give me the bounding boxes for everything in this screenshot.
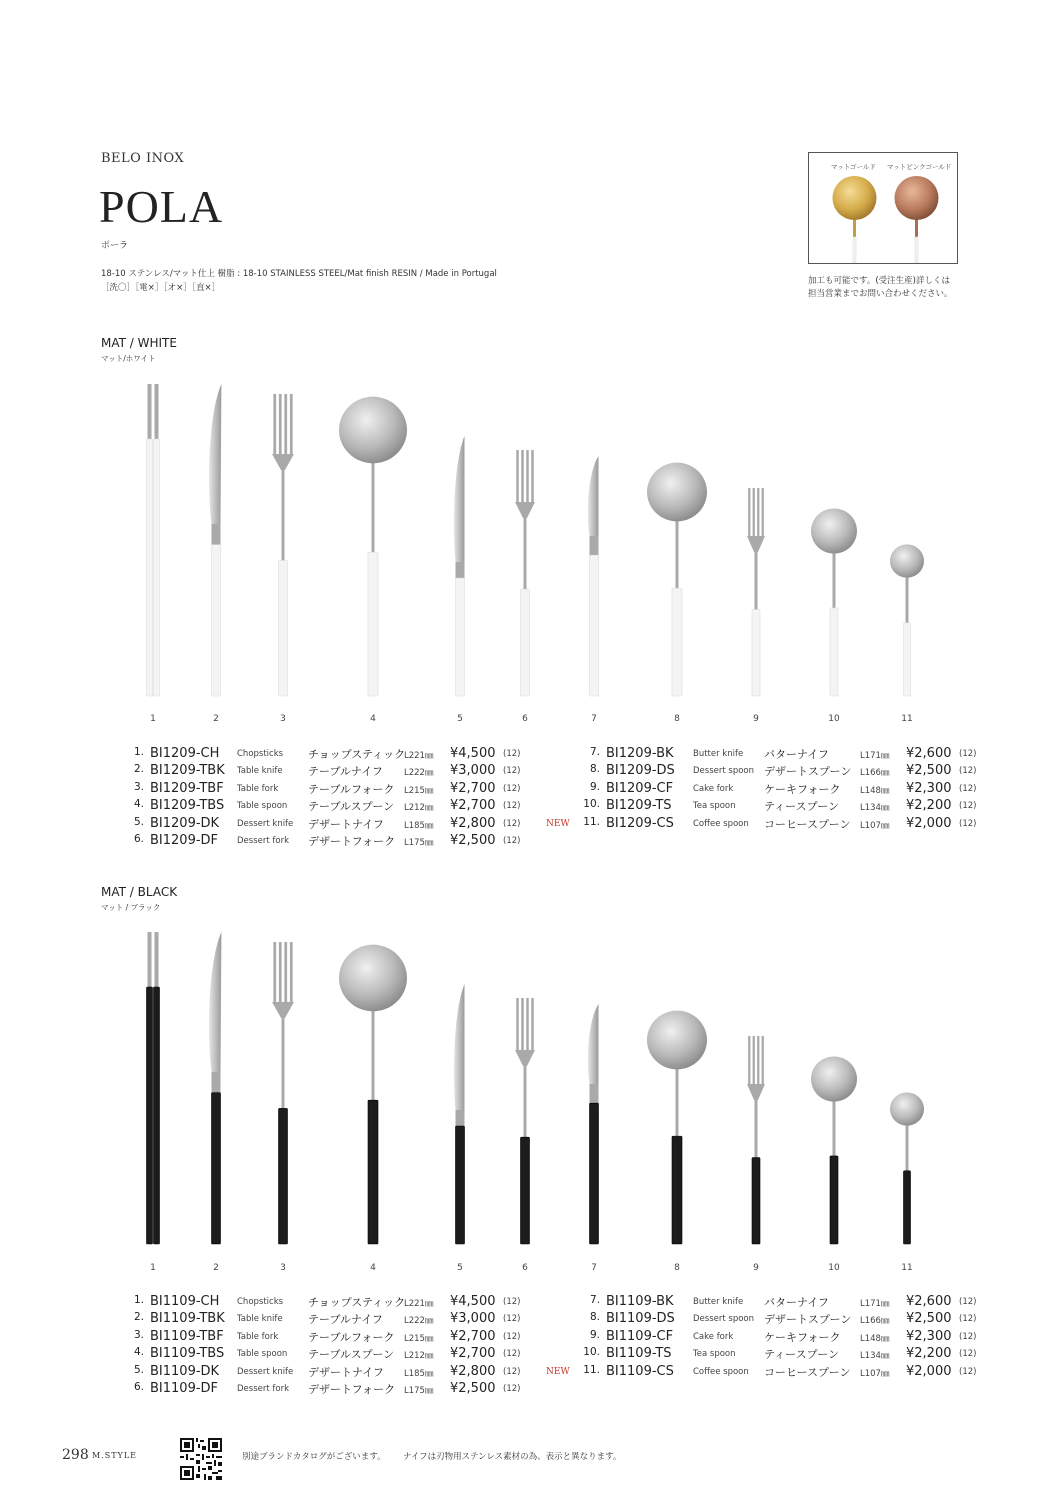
product-price: ¥2,200 [906,798,952,814]
section-subtitle-black: マット / ブラック [101,903,161,912]
dessert-fork-illustration [515,450,535,696]
product-price: ¥2,000 [906,815,952,831]
product-name-jp: テーブルフォーク [308,1330,395,1344]
product-price: ¥2,800 [450,815,496,831]
product-name-en: Coffee spoon [693,818,749,829]
product-length: L175㎜ [404,837,434,848]
product-row [118,1329,538,1346]
cutlery-image-black [100,928,960,1248]
pack-quantity: (12) [959,1314,977,1325]
product-name-jp: テーブルナイフ [308,765,383,779]
pack-quantity: (12) [503,1366,521,1377]
item-number-label: 6 [522,714,528,724]
color-options-box [808,152,958,264]
product-code: BI1109-BK [606,1294,674,1309]
product-length: L212㎜ [404,803,434,814]
tea-spoon-illustration [811,1056,857,1244]
product-code: BI1109-CF [606,1328,674,1344]
product-name-jp: ケーキフォーク [764,782,841,796]
product-price: ¥4,500 [450,746,496,761]
custom-note-line-2: 担当営業までお問い合わせください。 [808,289,953,299]
pack-quantity: (12) [503,1297,521,1307]
section-title-white: MAT / WHITE [101,336,177,350]
product-name-en: Butter knife [693,749,744,759]
custom-note-line-1: 加工も可能です。(受注生産)詳しくは [808,276,950,286]
product-length: L222㎜ [404,1316,434,1327]
product-name-en: Cake fork [693,1331,734,1342]
item-number-label: 8 [674,1263,680,1273]
pack-quantity: (12) [503,818,521,829]
product-price: ¥2,500 [906,1311,952,1327]
product-code: BI1109-DK [150,1363,220,1379]
product-name-en: Dessert fork [237,835,290,846]
item-number-label: 9 [753,1263,759,1273]
chopsticks-illustration [147,384,160,696]
product-length: L185㎜ [404,820,434,831]
product-name-en: Coffee spoon [693,1366,749,1377]
item-number-label: 6 [522,1263,528,1273]
pack-quantity: (12) [959,783,977,794]
product-length: L148㎜ [860,1333,890,1344]
product-price: ¥2,500 [906,763,952,779]
qr-code-icon[interactable] [180,1438,222,1480]
gold-spoon [833,176,877,263]
item-number: 8. [589,1311,600,1324]
product-row [118,816,538,833]
product-row [540,1346,980,1363]
product-price: ¥3,000 [450,1311,496,1327]
pack-quantity: (12) [503,783,521,794]
table-knife-illustration [209,384,221,696]
table-knife-illustration [209,932,221,1244]
item-number: 9. [589,1328,600,1341]
pack-quantity: (12) [959,818,977,829]
dessert-spoon-illustration [647,463,707,696]
product-name-jp: テーブルナイフ [308,1313,383,1327]
brand-name: BELO INOX [101,151,185,166]
product-price: ¥2,600 [906,746,952,761]
product-row [118,746,538,763]
butter-knife-illustration [588,1004,599,1244]
product-name-jp: ケーキフォーク [764,1330,841,1344]
color-spoons-image [809,153,957,263]
product-price: ¥2,600 [906,1294,952,1309]
product-code: BI1209-TS [606,798,672,814]
product-name-en: Chopsticks [237,1297,284,1307]
item-number-label: 3 [280,714,286,724]
cake-fork-illustration [747,488,765,696]
product-price: ¥2,700 [450,1328,496,1344]
product-row [118,1364,538,1381]
product-name-jp: デザートスプーン [764,765,852,779]
product-row [540,1311,980,1328]
pack-quantity: (12) [959,801,977,812]
item-number-label: 3 [280,1263,286,1273]
product-row [540,763,980,780]
product-price: ¥2,700 [450,1346,496,1362]
custom-order-note [808,275,953,301]
product-name-en: Cake fork [693,783,734,794]
product-name-en: Dessert spoon [693,766,755,777]
item-number: 2. [133,763,144,776]
product-name-en: Table spoon [237,1349,288,1360]
product-row [118,1311,538,1328]
item-number-row-white [100,714,960,728]
item-number-label: 4 [370,1263,376,1273]
product-code: BI1109-DS [606,1311,675,1327]
product-length: L171㎜ [860,751,890,761]
product-code: BI1209-CH [150,746,220,761]
pack-quantity: (12) [959,1349,977,1360]
product-code: BI1209-CF [606,780,674,796]
pack-quantity: (12) [959,1366,977,1377]
item-number-label: 5 [457,714,463,724]
item-number: 7. [589,746,600,758]
catalog-note: 別途ブランドカタログがございます。 [242,1452,386,1462]
pack-quantity: (12) [503,1331,521,1342]
pack-quantity: (12) [503,749,521,759]
product-title: POLA [99,181,224,232]
product-name-jp: デザートフォーク [308,1382,396,1396]
product-row [540,816,980,833]
item-number: 1. [133,746,144,758]
product-price: ¥2,200 [906,1346,952,1362]
product-name-en: Table knife [237,1314,283,1325]
table-fork-illustration [272,394,294,696]
butter-knife-illustration [588,456,599,696]
product-name-jp: テーブルフォーク [308,782,395,796]
product-name-en: Table knife [237,766,283,777]
item-number: 6. [133,1380,144,1393]
item-number-label: 9 [753,714,759,724]
product-length: L107㎜ [860,1368,890,1379]
product-name-en: Tea spoon [693,801,736,812]
product-row [540,1329,980,1346]
new-badge: NEW [546,1366,570,1377]
spec-line-1: 18-10 ステンレス/マット仕上 樹脂 : 18-10 STAINLESS STEEL/Mat finish RESIN / Made in Portugal [101,269,497,279]
item-number: 10. [583,1346,600,1359]
product-length: L221㎜ [404,1299,434,1309]
item-number-label: 10 [828,714,840,724]
product-price: ¥2,500 [450,832,496,848]
product-code: BI1109-TS [606,1346,672,1362]
item-number: 4. [133,1346,144,1359]
tea-spoon-illustration [811,508,857,696]
section-title-black: MAT / BLACK [101,885,178,899]
item-number-label: 7 [591,1263,597,1273]
product-name-jp: コーヒースプーン [764,817,851,831]
product-name-jp: バターナイフ [764,1296,829,1309]
product-row [118,763,538,780]
item-number-label: 5 [457,1263,463,1273]
item-number: 11. [583,1363,600,1376]
product-code: BI1209-DS [606,763,675,779]
coffee-spoon-illustration [890,544,924,696]
item-number: 4. [133,798,144,811]
item-number: 3. [133,780,144,793]
product-length: L221㎜ [404,751,434,761]
product-price: ¥4,500 [450,1294,496,1309]
cutlery-image-white [100,380,960,700]
product-list-black-right [540,1294,980,1381]
product-length: L212㎜ [404,1351,434,1362]
item-number: 5. [133,815,144,828]
item-number: 10. [583,798,600,811]
item-number: 5. [133,1363,144,1376]
item-number: 8. [589,763,600,776]
dessert-fork-illustration [515,998,535,1244]
product-code: BI1209-DF [150,832,219,848]
product-row [540,746,980,763]
product-code: BI1109-TBK [150,1311,225,1327]
pack-quantity: (12) [959,1331,977,1342]
product-name-jp: テーブルスプーン [308,800,395,814]
page-number: 298 [62,1447,89,1463]
product-name-en: Butter knife [693,1297,744,1307]
product-length: L215㎜ [404,1333,434,1344]
table-spoon-illustration [339,397,407,696]
product-code: BI1209-BK [606,746,674,761]
product-row [118,781,538,798]
product-price: ¥2,500 [450,1380,496,1396]
product-length: L148㎜ [860,785,890,796]
product-name-en: Chopsticks [237,749,284,759]
table-fork-illustration [272,942,294,1244]
publication-name: M.STYLE [92,1451,137,1460]
dessert-knife-illustration [454,984,465,1244]
product-row [118,1294,538,1311]
pink-gold-spoon [895,176,939,263]
gold-label: マットゴールド [831,163,876,171]
pack-quantity: (12) [503,766,521,777]
product-price: ¥2,300 [906,780,952,796]
product-price: ¥2,000 [906,1363,952,1379]
new-badge: NEW [546,818,570,829]
product-row [540,781,980,798]
item-number-label: 8 [674,714,680,724]
product-name-jp: デザートナイフ [308,817,384,831]
item-number-label: 4 [370,714,376,724]
product-length: L171㎜ [860,1299,890,1309]
product-name-jp: デザートスプーン [764,1313,852,1327]
pack-quantity: (12) [503,1383,521,1394]
coffee-spoon-illustration [890,1092,924,1244]
product-list-black-left [118,1294,538,1398]
item-number-label: 2 [213,1263,219,1273]
product-code: BI1109-TBF [150,1328,224,1344]
product-length: L166㎜ [860,768,890,779]
pack-quantity: (12) [959,749,977,759]
product-code: BI1209-TBK [150,763,225,779]
product-name-jp: コーヒースプーン [764,1365,851,1379]
product-price: ¥3,000 [450,763,496,779]
product-name-en: Tea spoon [693,1349,736,1360]
product-code: BI1109-CH [150,1294,220,1309]
product-price: ¥2,700 [450,798,496,814]
product-name-jp: ティースプーン [764,800,840,814]
dessert-knife-illustration [454,436,465,696]
item-number-row-black [100,1263,960,1277]
product-list-white-right [540,746,980,833]
cake-fork-illustration [747,1036,765,1244]
chopsticks-illustration [147,932,160,1244]
product-name-en: Dessert fork [237,1383,290,1394]
product-name-jp: バターナイフ [764,748,829,761]
item-number-label: 1 [150,1263,156,1273]
product-name-en: Dessert knife [237,1366,294,1377]
product-code: BI1109-DF [150,1380,219,1396]
item-number-label: 1 [150,714,156,724]
product-length: L175㎜ [404,1385,434,1396]
product-length: L166㎜ [860,1316,890,1327]
product-name-jp: チョップスティック [308,748,406,761]
product-name-jp: テーブルスプーン [308,1348,395,1362]
product-row [540,1364,980,1381]
pack-quantity: (12) [503,1314,521,1325]
item-number: 2. [133,1311,144,1324]
pack-quantity: (12) [959,766,977,777]
product-name-en: Table fork [237,1331,279,1342]
item-number: 9. [589,780,600,793]
item-number: 6. [133,832,144,845]
product-name-jp: ティースプーン [764,1348,840,1362]
table-spoon-illustration [339,945,407,1244]
product-name-jp: チョップスティック [308,1296,406,1309]
product-name-en: Dessert knife [237,818,294,829]
product-length: L215㎜ [404,785,434,796]
pack-quantity: (12) [503,801,521,812]
product-name-jp: デザートフォーク [308,834,396,848]
product-length: L134㎜ [860,1351,890,1362]
item-number-label: 7 [591,714,597,724]
product-list-white-left [118,746,538,850]
product-name-jp: デザートナイフ [308,1365,384,1379]
product-code: BI1109-CS [606,1363,674,1379]
product-row [118,833,538,850]
pink-gold-label: マットピンクゴールド [887,163,952,171]
item-number: 1. [133,1294,144,1306]
item-number-label: 11 [901,1263,913,1273]
product-row [118,1346,538,1363]
item-number: 3. [133,1328,144,1341]
knife-note: ナイフは刃物用ステンレス素材の為、表示と異なります。 [403,1452,622,1462]
pack-quantity: (12) [503,835,521,846]
item-number-label: 11 [901,714,913,724]
product-length: L134㎜ [860,803,890,814]
product-price: ¥2,800 [450,1363,496,1379]
product-row [118,1381,538,1398]
product-row [540,798,980,815]
product-code: BI1209-TBF [150,780,224,796]
product-code: BI1209-TBS [150,798,225,814]
pack-quantity: (12) [959,1297,977,1307]
product-price: ¥2,700 [450,780,496,796]
item-number: 11. [583,815,600,828]
pack-quantity: (12) [503,1349,521,1360]
product-name-en: Dessert spoon [693,1314,755,1325]
item-number-label: 2 [213,714,219,724]
product-length: L107㎜ [860,820,890,831]
item-number: 7. [589,1294,600,1306]
product-code: BI1109-TBS [150,1346,225,1362]
product-title-kana: ポーラ [101,241,129,251]
product-price: ¥2,300 [906,1328,952,1344]
product-code: BI1209-DK [150,815,220,831]
product-length: L185㎜ [404,1368,434,1379]
product-row [118,798,538,815]
product-name-en: Table spoon [237,801,288,812]
section-subtitle-white: マット/ホワイト [101,354,156,363]
product-code: BI1209-CS [606,815,674,831]
dessert-spoon-illustration [647,1011,707,1244]
product-row [540,1294,980,1311]
item-number-label: 10 [828,1263,840,1273]
product-length: L222㎜ [404,768,434,779]
product-name-en: Table fork [237,783,279,794]
material-spec [101,267,497,295]
spec-line-2: ［洗〇］［電×］［オ×］［直×］ [101,283,221,293]
